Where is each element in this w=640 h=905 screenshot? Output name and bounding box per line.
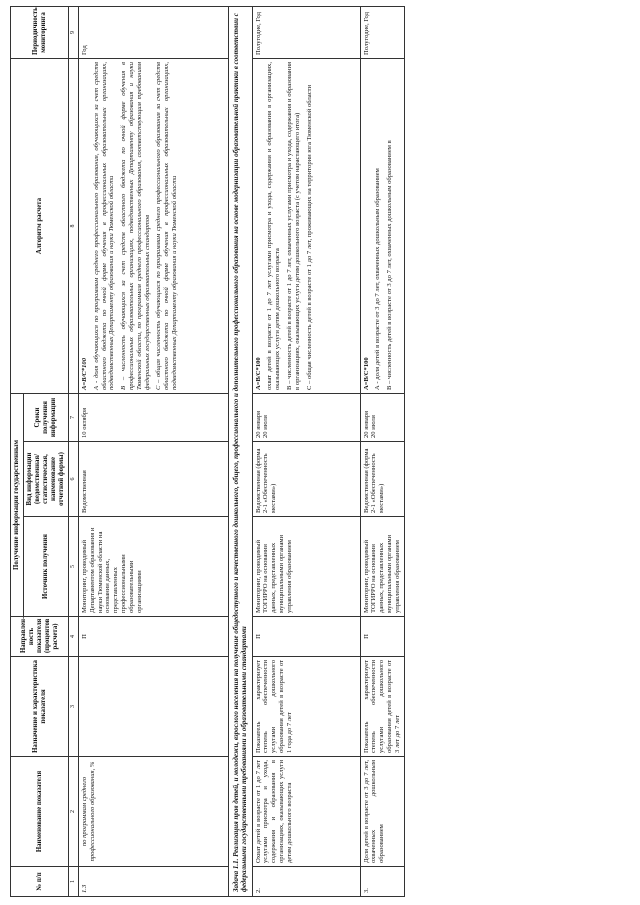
- algorithm: [252, 58, 360, 393]
- formula-a: А - доля детей в возрасте от 3 до 7 лет, охваченных дошкольным образованием: [374, 168, 382, 390]
- column-number-row: [69, 6, 79, 896]
- indicator-direction: П: [360, 617, 404, 657]
- indicator-purpose: Показатель характеризует степень обеспеченности услугами дошкольного образования детей в возрасте от 3 лет до 7 лет: [360, 657, 404, 757]
- formula-c: С – общая численность детей в возрасте от 1 до 7 лет, проживающих на территории юга Тюменской области: [305, 84, 313, 390]
- monitoring-period: Полугодие, Год: [360, 6, 404, 58]
- formula: А=В/С*100: [362, 357, 370, 390]
- formula-a: охват детей в возрасте от 1 до 7 лет услугами присмотра и ухода, содержания и образования в организациях, оказывающих услуги детям дошкольного возраста: [266, 61, 282, 390]
- formula-b: В – численность детей в возрасте от 1 до 7 лет, охваченных услугами присмотра и ухода, содержания и образования в организациях, оказывающих услуги детям дошкольного возраста (с учетом нарастающего итога): [285, 61, 301, 390]
- task-title: Задача 1.1. Реализация прав детей, и молодежи, взрослого населения на получение общедоступного и качественного дошкольного, общего, профессионального и дополнительного профессионального образования на основе модернизации образовательной практики в соответствии с федеральными государственными требованиями и образовательными стандартами: [229, 6, 253, 896]
- row-number: 3.: [360, 867, 404, 897]
- info-source: Мониторинг, проводимый Департаментом образования и науки Тюменской области на основании данных, представленных профессиональными образовательными организациями: [79, 517, 229, 617]
- col-number: 1: [69, 867, 79, 897]
- info-terms: 20 января 20 июля: [252, 393, 360, 441]
- table-row-3: [360, 6, 404, 896]
- formula-b: В – численность детей в возрасте от 3 до 7 лет, охваченных дошкольным образованием в: [386, 140, 394, 390]
- header-info-type: Вид информации (ведомственная/ статистическая, наименование отчетной формы): [24, 442, 69, 517]
- header-row-1: [11, 6, 24, 896]
- row-number: 2.: [252, 867, 360, 897]
- algorithm: [360, 58, 404, 393]
- row-number: 1.3: [79, 867, 229, 897]
- indicator-name: Доля детей в возрасте от 3 до 7 лет, охваченных дошкольным образованием: [360, 757, 404, 867]
- formula-c: С – общая численность обучающихся по программам среднего профессионального образования за счет средств областного бюджета по очной форме обучения в профессиональных образовательных организациях, подведомственных Департаменту образования и науки Тюменской области: [155, 61, 178, 390]
- task-row: [229, 6, 253, 896]
- header-source: Источник получения: [24, 517, 69, 617]
- header-group: Получение информации государственным: [11, 393, 24, 616]
- header-direction: Направлен-ность показателя (процентов расчета): [11, 617, 69, 657]
- header-algorithm: Алгоритм расчета: [11, 58, 69, 393]
- info-type: Ведомственная (форма 2-1 «Обеспеченность местами»): [360, 442, 404, 517]
- indicator-purpose: Показатель характеризует степень обеспеченности услугами дошкольного образования детей в возрасте от 1 года до 7 лет: [252, 657, 360, 757]
- monitoring-period: Год: [79, 6, 229, 58]
- indicator-name: по программам среднего профессионального образования, %: [79, 757, 229, 867]
- info-type: Ведомственная: [79, 442, 229, 517]
- info-type: Ведомственная (форма 2-1 «Обеспеченность местами»): [252, 442, 360, 517]
- indicators-table: [10, 6, 405, 897]
- monitoring-period: Полугодие, Год: [252, 6, 360, 58]
- formula: А=В/С*100: [254, 357, 262, 390]
- info-source: Мониторинг, проводимый ТОГИРРО на основании данных, представленных муниципальными органами управления образованием: [360, 517, 404, 617]
- header-number: № п/п: [11, 867, 69, 897]
- indicator-direction: П: [79, 617, 229, 657]
- col-number: 6: [69, 442, 79, 517]
- formula-b: В – численность обучающихся за счет средств областного бюджета по очной форме обучения в профессиональных образовательных организациях, подведомственных Департаменту образования и науки Тюменской области, по программам среднего профессионального образования, соответствующим требованиям федеральных государственных образовательных стандартов: [120, 61, 151, 390]
- col-number: 5: [69, 517, 79, 617]
- info-terms: 20 января 20 июля: [360, 393, 404, 441]
- table-row-1-3: [79, 6, 229, 896]
- col-number: 8: [69, 58, 79, 393]
- info-terms: 10 октября: [79, 393, 229, 441]
- col-number: 3: [69, 657, 79, 757]
- header-terms: Сроки получения информации: [24, 393, 69, 441]
- indicator-name: Охват детей в возрасте от 1 до 7 лет услугами присмотра и ухода, содержания и образования в организациях, оказывающих услуги детям дошкольного возраста: [252, 757, 360, 867]
- info-source: Мониторинг, проводимый ТОГИРРО на основании данных, представленных муниципальными органами управления образованием: [252, 517, 360, 617]
- formula-a: А - доля обучающихся по программам среднего профессионального образования, обучающихся за счет средств областного бюджета по очной форме обучения в профессиональных образовательных организациях, подведомственных Департаменту образования и науки Тюменской области: [92, 61, 116, 390]
- header-period: Периодичность мониторинга: [11, 6, 69, 58]
- indicator-direction: П: [252, 617, 360, 657]
- formula: А=В/С*100: [81, 358, 89, 390]
- col-number: 7: [69, 393, 79, 441]
- header-purpose: Назначение и характеристика показателя: [11, 657, 69, 757]
- col-number: 4: [69, 617, 79, 657]
- col-number: 2: [69, 757, 79, 867]
- col-number: 9: [69, 6, 79, 58]
- algorithm: [79, 58, 229, 393]
- indicator-purpose: [79, 657, 229, 757]
- header-name: Наименование показателя: [11, 757, 69, 867]
- table-row-2: [252, 6, 360, 896]
